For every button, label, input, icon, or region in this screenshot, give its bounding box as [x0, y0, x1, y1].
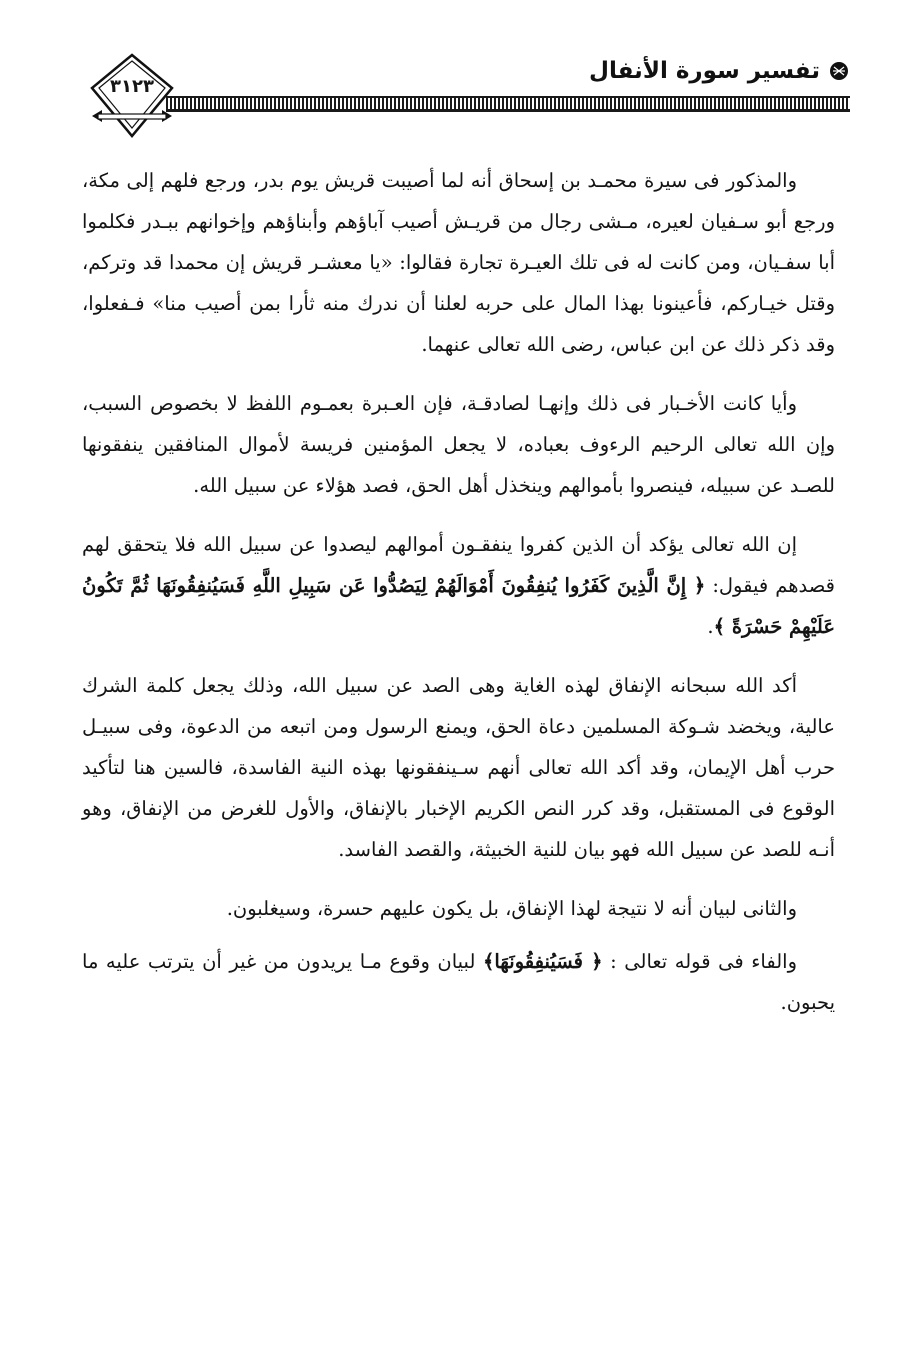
paragraph-text: .	[707, 615, 714, 638]
paragraph-text: إن الله تعالى يؤكد أن الذين كفروا ينفقـون أموالهم ليصدوا عن سبيل الله فلا يتحقق لهم قصدهم فيقول:	[82, 533, 835, 597]
quran-verse: ﴿ فَسَيُنفِقُونَهَا﴾	[482, 950, 603, 973]
header-title-group	[589, 56, 850, 86]
paragraph-text: والفاء فى قوله تعالى :	[602, 950, 797, 973]
paragraph-text: وأيا كانت الأخـبار فى ذلك وإنهـا لصادقـة، فإن العـبرة بعمـوم اللفظ لا بخصوص السبب، وإن الله تعالى الرحيم الرءوف بعباده، لا يجعل المؤمنين فريسة لأموال المنافقين ينفقونها للصـد عن سبيله، فينصروا بأموالهم وينخذل أهل الحق، فصد هؤلاء عن سبيل الله.	[82, 392, 835, 497]
paragraph	[82, 941, 835, 1023]
quran-verse: ﴿ إِنَّ الَّذِينَ كَفَرُوا يُنفِقُونَ أَمْوَالَهُمْ لِيَصُدُّوا عَن سَبِيلِ اللَّهِ فَسَيُنفِقُونَهَا ثُمَّ تَكُونُ عَلَيْهِمْ حَسْرَةً ﴾	[82, 574, 835, 638]
header-rule	[166, 96, 850, 112]
paragraph-text: لبيان وقوع مـا يريدون من غير أن يترتب عليه ما يحبون.	[82, 950, 835, 1014]
paragraph	[82, 383, 835, 506]
paragraph	[82, 160, 835, 365]
page-number-badge	[88, 52, 176, 140]
page-header	[88, 52, 850, 142]
paragraph-text: أكد الله سبحانه الإنفاق لهذه الغاية وهى الصد عن سبيل الله، وذلك يجعل كلمة الشرك عالية، ويخضد شـوكة المسلمين دعاة الحق، ويمنع الرسول ومن اتبعه من الدعوة، وفى سبيـل حرب أهل الإيمان، وقد أكد الله تعالى أنهم سـينفقونها بهذه النية الفاسدة، فالسين هنا لتأكيد الوقوع فى المستقبل، وقد كرر النص الكريم الإخبار بالإنفاق، والأول للغرض من الإنفاق، وهو أنـه للصد عن سبيل الله فهو بيان للنية الخبيثة، والقصد الفاسد.	[82, 674, 835, 861]
surah-title: تفسير سورة الأنفال	[589, 58, 820, 84]
paragraph-text: والثانى لبيان أنه لا نتيجة لهذا الإنفاق، بل يكون عليهم حسرة، وسيغلبون.	[226, 897, 797, 920]
flower-ornament-icon	[828, 60, 850, 82]
paragraph	[82, 888, 835, 929]
page-body	[82, 160, 835, 1041]
paragraph	[82, 524, 835, 647]
paragraph	[82, 665, 835, 870]
paragraph-text: والمذكور فى سيرة محمـد بن إسحاق أنه لما أصيبت قريش يوم بدر، ورجع فلهم إلى مكة، ورجع أبو سـفيان لعيره، مـشى رجال من قريـش أصيب آباؤهم وأبناؤهم وإخوانهم ببـدر فكلموا أبا سفـيان، ومن كانت له فى تلك العيـرة تجارة فقالوا: «يا معشـر قريش إن محمدا قد وتركم، وقتل خيـاركم، فأعينونا بهذا المال على حربه لعلنا أن ندرك منه ثأرا بمن أصيب منا» فـفعلوا، وقد ذكر ذلك عن ابن عباس، رضى الله تعالى عنهما.	[82, 169, 835, 356]
page-number: ٣١٢٣	[110, 76, 154, 97]
